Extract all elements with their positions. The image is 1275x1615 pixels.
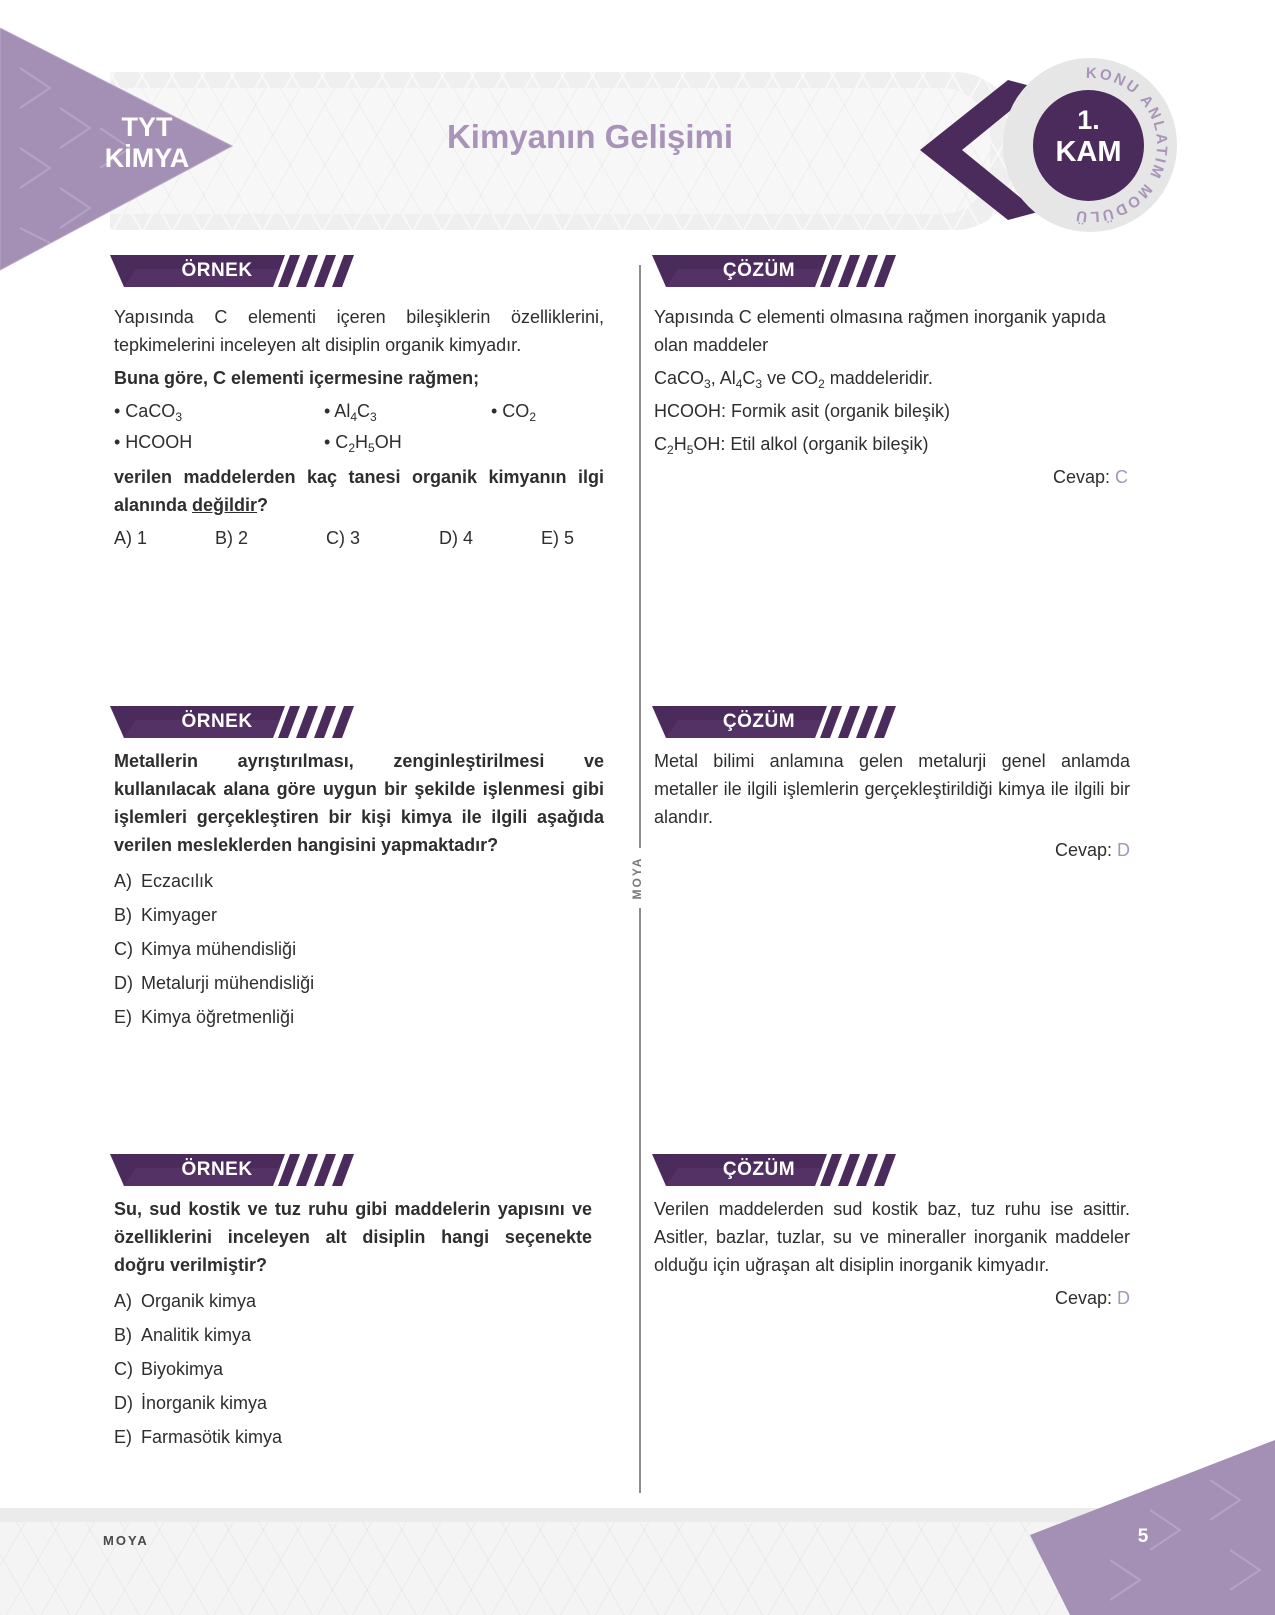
side-brand: MOYA <box>630 856 644 900</box>
q1-question: verilen maddelerden kaç tanesi organik kimyanın ilgi alanında değildir? <box>114 467 604 515</box>
s1-line4: $C_2H_5OH$: Etil alkol (organik bileşik) <box>654 434 929 457</box>
solution-label: ÇÖZÜM <box>722 711 796 732</box>
q3-question: Su, sud kostik ve tuz ruhu gibi maddelerin yapısını ve özelliklerini inceleyen alt disiplin hangi seçenekte doğru verilmiştir? <box>114 1199 592 1275</box>
question-1 <box>114 303 604 552</box>
example-label: ÖRNEK <box>181 260 253 281</box>
q1-option-d[interactable]: D) 4 <box>439 528 474 548</box>
q2-choice-e[interactable]: E) Kimya öğretmenliği <box>114 1007 295 1027</box>
subject-line-kimya: KİMYA <box>104 143 190 173</box>
s3-text: Verilen maddelerden sud kostik baz, tuz ruhu ise asittir. Asitler, bazlar, tuzlar, su ve mineraller inorganik maddeler olduğu için uğraşan alt disiplin inorganik kimyadır. <box>654 1199 1130 1275</box>
example-label: ÖRNEK <box>181 1159 253 1180</box>
footer-top-strip <box>0 1508 1150 1522</box>
module-number: 1. <box>1077 105 1100 135</box>
q1-item-caco3: • CaCO$_3$ <box>114 401 182 424</box>
q1-option-a[interactable]: A) 1 <box>114 528 148 548</box>
s2-answer: Cevap: D <box>1054 840 1130 860</box>
q1-item-co2: • $CO_2$ <box>491 401 536 424</box>
example-label: ÖRNEK <box>181 711 253 732</box>
s1-line3: HCOOH: Formik asit (organik bileşik) <box>654 401 951 421</box>
s1-line1: Yapısında C elementi olmasına rağmen inorganik yapıda olan maddeler <box>654 307 1106 355</box>
subject-label <box>82 112 212 174</box>
solution-tag <box>652 255 907 287</box>
q1-intro: Yapısında C elementi içeren bileşiklerin özelliklerini, tepkimelerini inceleyen alt disiplin organik kimyadır. <box>114 307 604 355</box>
footer-brand: MOYA <box>103 1533 149 1548</box>
solution-2 <box>654 747 1130 869</box>
module-badge <box>1033 90 1144 201</box>
solution-label: ÇÖZÜM <box>722 260 796 281</box>
q1-option-e[interactable]: E) 5 <box>541 528 575 548</box>
s2-text: Metal bilimi anlamına gelen metalurji genel anlamda metaller ile ilgili işlemlerin gerçekleştirildiği kimya ile ilgili bir alandır. <box>654 751 1130 827</box>
q1-prompt: Buna göre, C elementi içermesine rağmen; <box>114 368 480 388</box>
q3-choice-e[interactable]: E) Farmasötik kimya <box>114 1427 283 1447</box>
q3-choice-d[interactable]: D) İnorganik kimya <box>114 1393 268 1413</box>
q1-items <box>114 397 604 459</box>
s1-answer: Cevap: C <box>1052 467 1128 487</box>
q1-item-hcooh: • HCOOH <box>114 432 193 452</box>
q1-option-b[interactable]: B) 2 <box>215 528 249 548</box>
example-tag <box>110 706 365 738</box>
s3-answer: Cevap: D <box>1054 1288 1130 1308</box>
solution-label: ÇÖZÜM <box>722 1159 796 1180</box>
q2-choice-c[interactable]: C) Kimya mühendisliği <box>114 939 297 959</box>
q2-choice-d[interactable]: D) Metalurji mühendisliği <box>114 973 315 993</box>
ring-text: KONU ANLATIM MODÜLÜ <box>1072 64 1171 226</box>
question-3 <box>114 1195 592 1454</box>
solution-3 <box>654 1195 1130 1317</box>
q3-choice-b[interactable]: B) Analitik kimya <box>114 1325 252 1345</box>
question-2 <box>114 747 604 1034</box>
subject-line-tyt: TYT <box>121 112 173 142</box>
module-code: KAM <box>1055 136 1122 168</box>
example-tag <box>110 255 365 287</box>
q1-item-al4c3: • $Al_4C_3$ <box>324 401 377 424</box>
q3-choice-c[interactable]: C) Biyokimya <box>114 1359 224 1379</box>
footer-band <box>0 1508 1150 1615</box>
q2-question: Metallerin ayrıştırılması, zenginleştirilmesi ve kullanılacak alana göre uygun bir şekilde işlenmesi gibi işlemleri gerçekleştiren bir kişi kimya ile ilgili aşağıda verilen mesleklerden hangisini yapmaktadır? <box>114 751 604 855</box>
page-title: Kimyanın Gelişimi <box>446 118 734 155</box>
s3-answer-letter: D <box>1117 1288 1130 1308</box>
solution-1 <box>654 303 1128 496</box>
example-tag <box>110 1154 365 1186</box>
q1-item-c2h5oh: • $C_2H_5OH$ <box>324 432 402 455</box>
solution-tag <box>652 706 907 738</box>
solution-tag <box>652 1154 907 1186</box>
s1-answer-letter: C <box>1115 467 1128 487</box>
q1-option-c[interactable]: C) 3 <box>326 528 361 548</box>
s2-answer-letter: D <box>1117 840 1130 860</box>
s1-formulas: CaCO$_3$, $Al_4C_3$ ve $CO_2$ maddeleridir. <box>654 368 933 391</box>
q2-choice-b[interactable]: B) Kimyager <box>114 905 218 925</box>
page-number: 5 <box>1137 1526 1149 1547</box>
q1-options <box>114 524 604 552</box>
q2-choice-a[interactable]: A) Eczacılık <box>114 871 214 891</box>
q3-choice-a[interactable]: A) Organik kimya <box>114 1291 257 1311</box>
